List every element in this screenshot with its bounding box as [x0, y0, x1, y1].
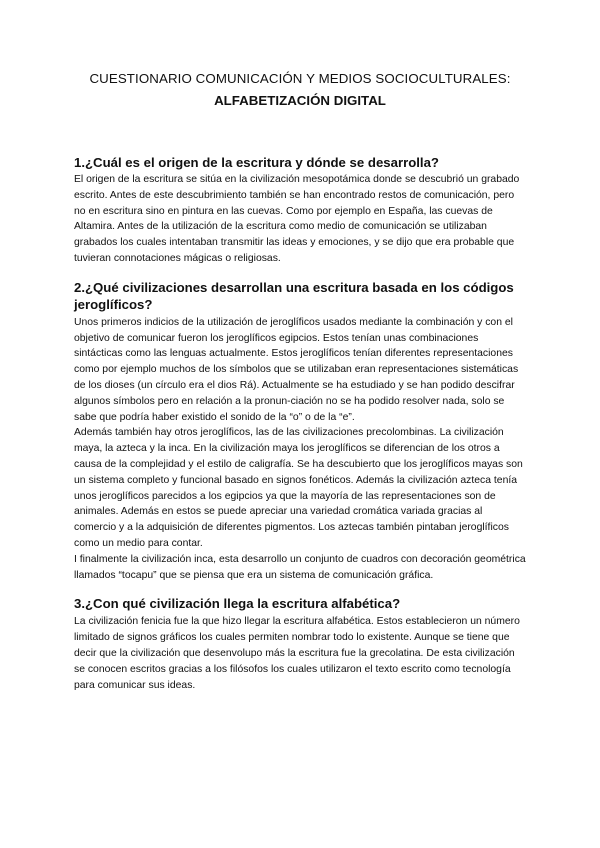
question-section: [74, 279, 526, 584]
answer-paragraph: I finalmente la civilización inca, esta desarrollo un conjunto de cuadros con decoración geométrica llamados “tocapu” que se piensa que era un sistema de comunicación gráfica.: [74, 553, 526, 581]
question-heading: 3.¿Con qué civilización llega la escritura alfabética?: [74, 596, 401, 612]
question-heading: 1.¿Cuál es el origen de la escritura y dónde se desarrolla?: [74, 155, 439, 170]
question-section: [74, 154, 526, 267]
answer-paragraph: El origen de la escritura se sitúa en la civilización mesopotámica donde se descubrió un grabado escrito. Antes de este descubrimiento también se han encontrado restos de comunicación, pero no en escritura sino en pintura en las cuevas. Como por ejemplo en España, las cuevas de Altamira. Antes de la utilización de la escritura como medio de comunicación se utilizaban grabados los cuales intentaban transmitir las ideas y emociones, y se dijo que era probable que tuvieran connotaciones mágicas o religiosas.: [74, 174, 520, 264]
answer-paragraph: Unos primeros indicios de la utilización de jeroglíficos usados mediante la combinación y con el objetivo de comunicar fueron los jeroglíficos egipcios. Estos tenían unas combinaciones sintácticas como las lenguas actualmente. Estos jeroglíficos tenían diferentes representaciones como por ejemplo muchos de los símbolos que se utilizaban eran representaciones sistemáticas de los dioses (un círculo era el dios Rá). Actualmente se ha estudiado y se han podido descifrar algunos símbolos pero en relación a la pronun-ciación no se ha podido resolver nada, solo se sabe que podría haber existido el sonido de la “o” o de la “e”.: [74, 316, 519, 423]
answer-paragraph: La civilización fenicia fue la que hizo llegar la escritura alfabética. Estos establecieron un número limitado de signos gráficos los cuales permiten nombrar todo lo existente. Aunque se tiene que decir que la civilización que desenvolupo más la escritura fue la grecolatina. De esta civilización se conocen escritos gracias a los filósofos los cuales utilizaron el texto escrito como tecnología para comunicar sus ideas.: [74, 616, 520, 691]
answer-paragraph: Además también hay otros jeroglíficos, las de las civilizaciones precolombinas. La civilización maya, la azteca y la inca. En la civilización maya los jeroglíficos se diferencian de los otros a causa de la complejidad y el estilo de caligrafía. Se ha descubierto que los jeroglíficos mayas son un sistema completo y funcional basado en signos fonéticos. Además la civilización azteca tenía unos jeroglíficos parecidos a los egipcios ya que la mayoría de las representaciones son de animales. Además en estos se puede apreciar una variedad cromática variada gracias al comercio y a la adquisición de diferentes pigmentos. Los aztecas también pintaban jeroglíficos como un medio para contar.: [74, 427, 523, 549]
question-heading: 2.¿Qué civilizaciones desarrollan una escritura basada en los códigos jeroglíficos?: [74, 279, 514, 312]
question-section: [74, 595, 526, 693]
document-title: CUESTIONARIO COMUNICACIÓN Y MEDIOS SOCIOCULTURALES:: [89, 71, 511, 86]
document-subtitle: ALFABETIZACIÓN DIGITAL: [214, 93, 386, 108]
document-title-block: [74, 70, 526, 110]
